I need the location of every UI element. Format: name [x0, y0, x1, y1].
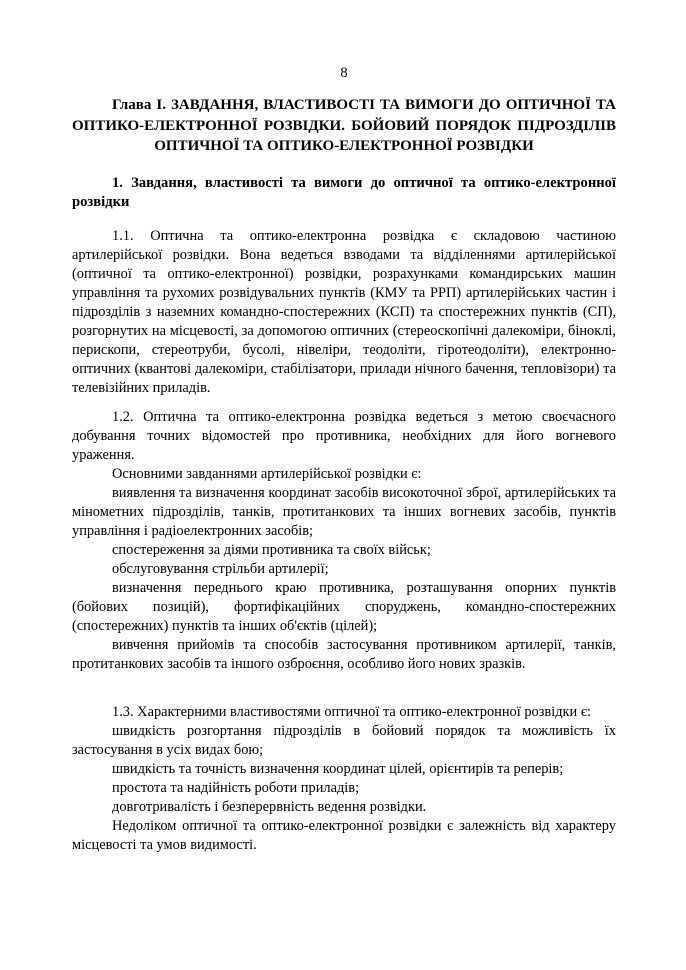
- task-item: виявлення та визначення координат засобів високоточної зброї, артилерійських та мінометних підрозділів, танків, протитанкових та інших вогневих засобів, пунктів управління і радіоелектронних засобів;: [72, 485, 616, 539]
- section-heading: 1. Завдання, властивості та вимоги до оптичної та оптико-електронної розвідки: [72, 175, 616, 210]
- chapter-title: Глава I. ЗАВДАННЯ, ВЛАСТИВОСТІ ТА ВИМОГИ ДО ОПТИЧНОЇ ТА ОПТИКО-ЕЛЕКТРОННОЇ РОЗВІДКИ. БОЙОВИЙ ПОРЯДОК ПІДРОЗДІЛІВ ОПТИЧНОЇ ТА ОПТИКО-ЕЛЕКТРОННОЇ РОЗВІДКИ: [72, 97, 616, 154]
- drawback-paragraph: Недоліком оптичної та оптико-електронної розвідки є залежність від характеру місцевості та умов видимості.: [72, 818, 616, 853]
- tasks-intro: Основними завданнями артилерійської розвідки є:: [112, 466, 422, 482]
- property-item: простота та надійність роботи приладів;: [112, 780, 360, 796]
- task-item: спостереження за діями противника та своїх військ;: [112, 542, 431, 558]
- task-item: обслуговування стрільби артилерії;: [112, 561, 329, 577]
- paragraph-1-3-block: [72, 703, 616, 855]
- task-item: вивчення прийомів та способів застосування противником артилерії, танків, протитанкових засобів та іншого озброєння, особливо його нових зразків.: [72, 637, 616, 672]
- property-item: швидкість та точність визначення координат цілей, орієнтирів та реперів;: [112, 761, 564, 777]
- paragraph-1-1: 1.1. Оптична та оптико-електронна розвідка є складовою частиною артилерійської розвідки. Вона ведеться взводами та відділеннями артилерійської (оптичної та оптико-електронної) розвідки, розрахунками командирських машин управління та рухомих розвідувальних пунктів (КМУ та РРП) артилерійських частин і підрозділів з наземних командно-спостережних (КСП) та спостережних пунктів (СП), розгорнутих на місцевості, за допомогою оптичних (стереоскопічні далекоміри, біноклі, перископи, стереотруби, бусолі, нівеліри, теодоліти, гіротеодоліти), електронно-оптичних (квантові далекоміри, стабілізатори, прилади нічного бачення, тепловізори) та телевізійних приладів.: [72, 228, 616, 396]
- page-number: 8: [340, 65, 348, 81]
- property-item: довготривалість і безперервність ведення розвідки.: [112, 799, 427, 815]
- paragraph-1-2: 1.2. Оптична та оптико-електронна розвідка ведеться з метою своєчасного добування точних відомостей про противника, необхідних для його вогневого ураження.: [72, 409, 616, 463]
- paragraph-1-3: 1.3. Характерними властивостями оптичної та оптико-електронної розвідки є:: [112, 704, 592, 720]
- property-item: швидкість розгортання підрозділів в бойовий порядок та можливість їх застосування в усіх видах бою;: [72, 723, 616, 758]
- task-item: визначення переднього краю противника, розташування опорних пунктів (бойових позицій), фортифікаційних споруджень, командно-спостережних (спостережних) пунктів та інших об'єктів (цілей);: [72, 580, 616, 634]
- paragraph-1-2-block: [72, 408, 616, 674]
